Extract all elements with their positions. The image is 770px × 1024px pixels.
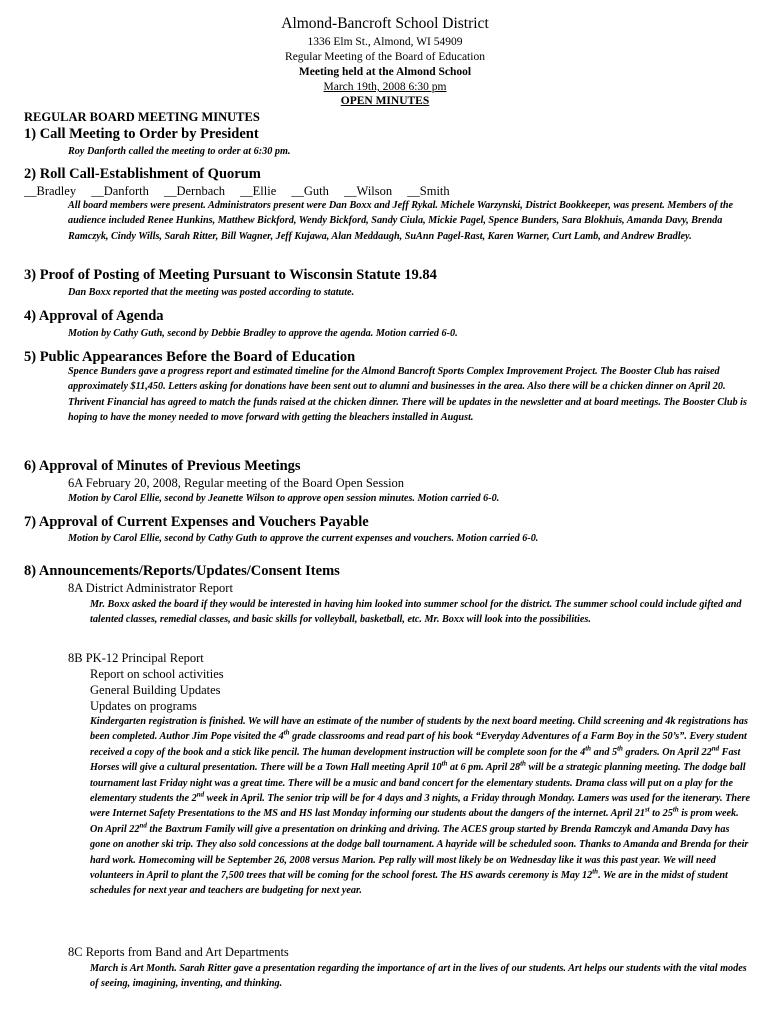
document-title: REGULAR BOARD MEETING MINUTES bbox=[24, 110, 260, 124]
roll-call-member: __Danforth bbox=[91, 184, 149, 198]
district-name: Almond-Bancroft School District bbox=[281, 15, 489, 32]
section-8c-title: 8C Reports from Band and Art Departments bbox=[68, 945, 289, 959]
meeting-type: Regular Meeting of the Board of Education bbox=[285, 51, 485, 63]
section-8a-title: 8A District Administrator Report bbox=[68, 581, 233, 595]
section-8b-text: Kindergarten registration is finished. We will have an estimate of the number of students by the next board meeting. Child screening and 4k registrations has been completed. Author Jim Pope visited the 4th grade classrooms and read part of his book “Everyday Adventures of a Farm Boy in the 50’s”. Every student received a copy of the book and a stick like pencil. The human development instruction will be complete soon for the 4th and 5th graders. On April 22nd Fast Horses will give a cultural presentation. There will be a Town Hall meeting April 10th at 6 pm. April 28th will be a strategic planning meeting. The dodge ball tournament last Friday night was a great time. There will be a music and band concert for the elementary students. Drama class will put on a play for the elementary students the 2nd week in April. The senior trip will be for 4 days and 3 nights, a Friday through Monday. Lamers was used for the itenerary. There were Internet Safety Presentations to the MS and HS last Monday informing our students about the dangers of the internet. April 21st to 25th is prom week. On April 22nd the Baxtrum Family will give a presentation on drinking and driving. The ACES group started by Brenda Ramczyk and Amanda Davy has gone on another ski trip. They also sold concessions at the dodge ball tournament. A hayride will be scheduled soon. Thanks to Amanda and Brenda for their hard work. Homecoming will be September 26, 2008 versus Marion. Pep rally will most likely be on Wednesday like it was this past year. We will need volunteers in April to plant the 7,500 trees that will be coming for the school forest. The HS awards ceremony is May 12th. We are in the midst of student schedules for next year and teachers are budgeting for next year. bbox=[90, 716, 751, 897]
section-8c-text: March is Art Month. Sarah Ritter gave a presentation regarding the importance of art in the lives of our students. Art helps our students with the vital modes of seeing, imagining, inventing, and thinking. bbox=[90, 963, 747, 990]
roll-call-member: __Wilson bbox=[344, 184, 393, 198]
minutes-type: OPEN MINUTES bbox=[340, 95, 430, 107]
roll-call-member: __Guth bbox=[291, 184, 329, 198]
roll-call-member: __Bradley bbox=[24, 184, 77, 198]
section-8b-item: Report on school activities bbox=[90, 667, 224, 681]
section-8-heading: 8) Announcements/Reports/Updates/Consent Items bbox=[24, 563, 340, 579]
section-1-text: Roy Danforth called the meeting to order at 6:30 pm. bbox=[68, 146, 291, 157]
section-6a-title: 6A February 20, 2008, Regular meeting of the Board Open Session bbox=[68, 476, 405, 490]
section-4-text: Motion by Cathy Guth, second by Debbie Bradley to approve the agenda. Motion carried 6-0. bbox=[68, 328, 458, 339]
roll-call-member: __Ellie bbox=[240, 184, 277, 198]
section-8a-text: Mr. Boxx asked the board if they would be interested in having him looked into summer school for the district. The summer school could include gifted and talented classes, remedial classes, and basic skills for volleyball, basketball, etc. Mr. Boxx will look into the possibilities. bbox=[90, 599, 742, 626]
section-2-heading: 2) Roll Call-Establishment of Quorum bbox=[24, 166, 261, 182]
roll-call-list bbox=[24, 183, 462, 199]
section-6-text: Motion by Carol Ellie, second by Jeanette Wilson to approve open session minutes. Motion carried 6-0. bbox=[68, 493, 500, 504]
section-5-text: Spence Bunders gave a progress report and estimated timeline for the Almond Bancroft Sports Complex Improvement Project. The Booster Club has raised approximately $11,450. Letters asking for donations have been sent out to alumni and businesses in the area. Also there will be a chicken dinner on April 20. Thrivent Financial has agreed to match the funds raised at the chicken dinner. There will be updates in the newsletter and at board meetings. The Booster Club is hoping to have the money needed to move forward with getting the bleachers installed in August. bbox=[68, 366, 747, 424]
district-address: 1336 Elm St., Almond, WI 54909 bbox=[307, 36, 463, 48]
section-7-heading: 7) Approval of Current Expenses and Vouchers Payable bbox=[24, 514, 369, 530]
section-2-text: All board members were present. Administrators present were Dan Boxx and Jeff Rykal. Michele Warzynski, District Bookkeeper, was present. Members of the audience included Renee Hunkins, Matthew Bickford, Wendy Bickford, Sandy Ciula, Mickie Pagel, Spence Bunders, Sara Blokhuis, Amanda Davy, Brenda Ramczyk, Cindy Wills, Sarah Ritter, Bill Wagner, Jeff Kujawa, Alan Meddaugh, SuAnn Pagel-Rast, Karen Warner, Curt Lamb, and Andrew Bradley. bbox=[68, 200, 734, 242]
section-1-heading: 1) Call Meeting to Order by President bbox=[24, 126, 259, 142]
section-3-heading: 3) Proof of Posting of Meeting Pursuant to Wisconsin Statute 19.84 bbox=[24, 267, 437, 283]
section-8b-item: General Building Updates bbox=[90, 683, 221, 697]
section-8b-title: 8B PK-12 Principal Report bbox=[68, 651, 204, 665]
section-8b-item: Updates on programs bbox=[90, 699, 197, 713]
meeting-location: Meeting held at the Almond School bbox=[298, 66, 472, 78]
meeting-datetime: March 19th, 2008 6:30 pm bbox=[323, 81, 447, 93]
roll-call-member: __Dernbach bbox=[163, 184, 226, 198]
section-5-heading: 5) Public Appearances Before the Board of Education bbox=[24, 349, 356, 365]
section-4-heading: 4) Approval of Agenda bbox=[24, 308, 164, 324]
roll-call-member: __Smith bbox=[407, 184, 450, 198]
section-6-heading: 6) Approval of Minutes of Previous Meetings bbox=[24, 458, 301, 474]
section-7-text: Motion by Carol Ellie, second by Cathy Guth to approve the current expenses and vouchers. Motion carried 6-0. bbox=[68, 533, 539, 544]
section-3-text: Dan Boxx reported that the meeting was posted according to statute. bbox=[68, 287, 355, 298]
